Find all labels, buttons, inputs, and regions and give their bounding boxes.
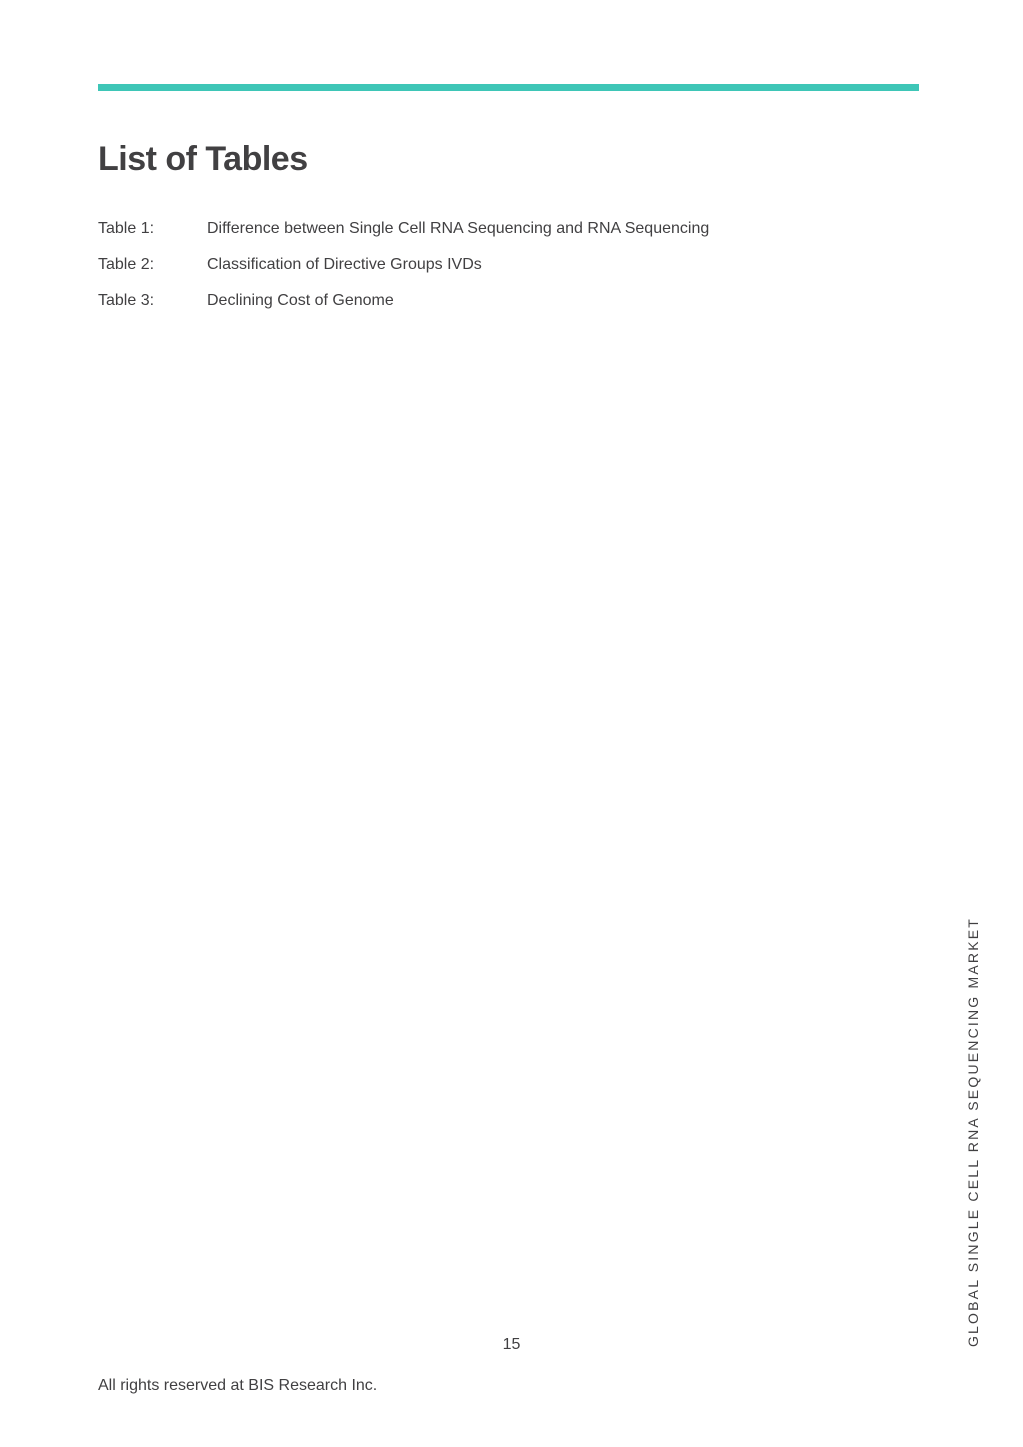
page-number: 15 (502, 1336, 521, 1353)
footer-copyright: All rights reserved at BIS Research Inc. (98, 1377, 378, 1394)
toc-entry-number: Table 2: (98, 256, 155, 273)
toc-entry-title: Declining Cost of Genome (207, 292, 394, 309)
toc-entry-table-2[interactable] (98, 255, 878, 291)
list-of-tables (98, 219, 878, 327)
toc-entry-number: Table 1: (98, 220, 155, 237)
toc-entry-title: Difference between Single Cell RNA Sequencing and RNA Sequencing (207, 220, 710, 237)
top-accent-rule (98, 84, 919, 91)
toc-entry-title: Classification of Directive Groups IVDs (207, 256, 482, 273)
toc-entry-table-1[interactable] (98, 219, 878, 255)
toc-entry-number: Table 3: (98, 292, 155, 309)
toc-entry-table-3[interactable] (98, 291, 878, 327)
report-side-label: GLOBAL SINGLE CELL RNA SEQUENCING MARKET (965, 916, 981, 1348)
page-title: List of Tables (98, 140, 308, 178)
